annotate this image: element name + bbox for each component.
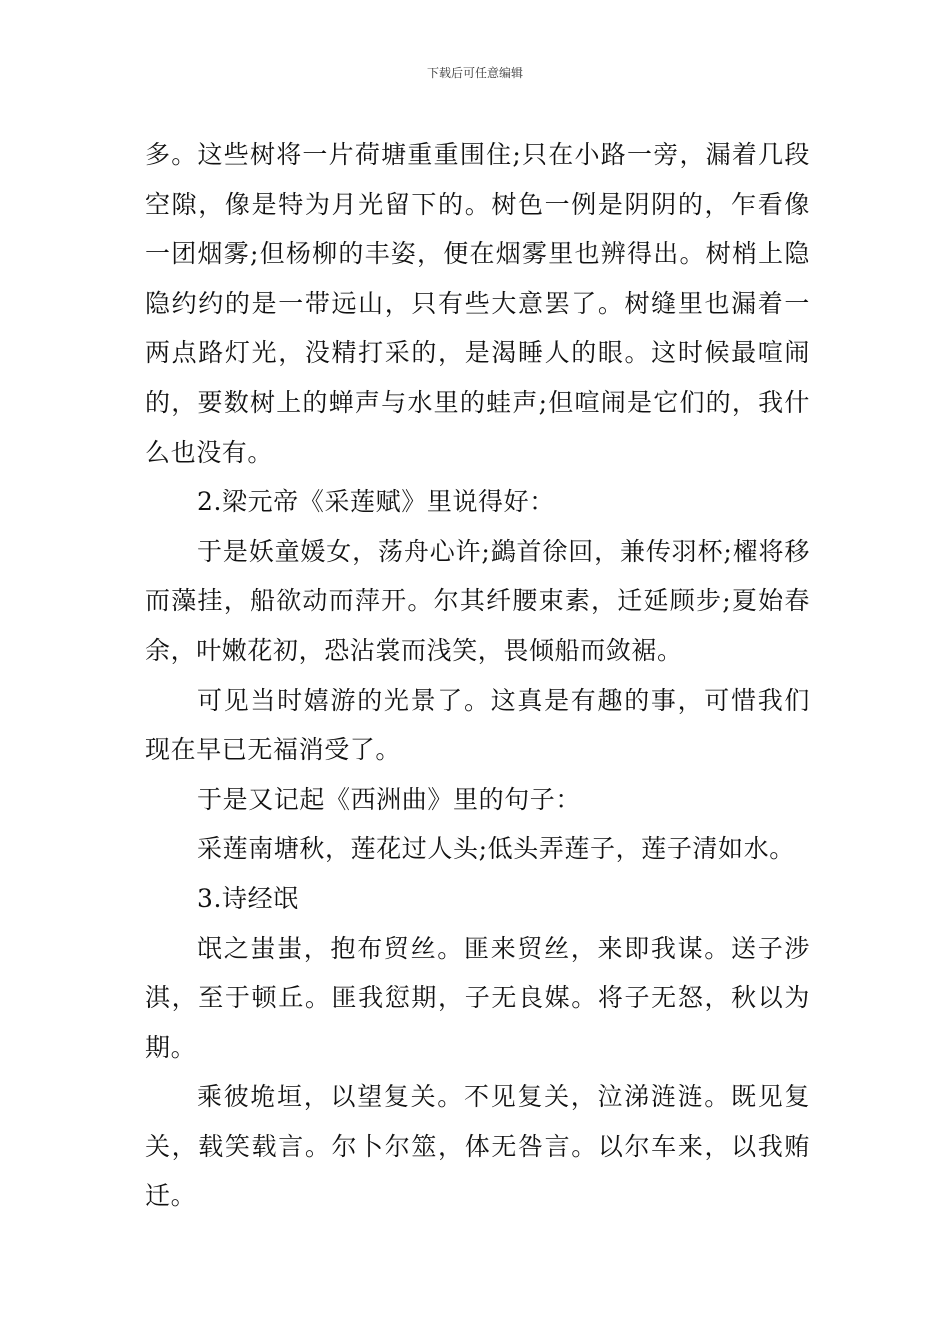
- paragraph-cailian-fu: 于是妖童媛女，荡舟心许;鷁首徐回，兼传羽杯;櫂将移而藻挂，船欲动而萍开。尔其纤腰束素，迁延顾步;夏始春余，叶嫩花初，恐沾裳而浅笑，畏倾船而敛裾。: [145, 536, 810, 665]
- paragraph-section-2-heading: 2.梁元帝《采莲赋》里说得好：: [197, 487, 555, 517]
- paragraph-xizhou-quote: 采莲南塘秋，莲花过人头;低头弄莲子，莲子清如水。: [197, 834, 795, 864]
- paragraph-commentary: 可见当时嬉游的光景了。这真是有趣的事，可惜我们现在早已无福消受了。: [145, 685, 810, 765]
- paragraph-moonlight-trees: 多。这些树将一片荷塘重重围住;只在小路一旁，漏着几段空隙，像是特为月光留下的。树色一例是阴阴的，乍看像一团烟雾;但杨柳的丰姿，便在烟雾里也辨得出。树梢上隐隐约约的是一带远山，只有些大意罢了。树缝里也漏着一两点路灯光，没精打采的，是渴睡人的眼。这时候最喧闹的，要数树上的蝉声与水里的蛙声;但喧闹是它们的，我什么也没有。: [145, 140, 810, 467]
- paragraph-meng-stanza-2: 乘彼垝垣，以望复关。不见复关，泣涕涟涟。既见复关，载笑载言。尔卜尔筮，体无咎言。以尔车来，以我贿迁。: [145, 1082, 810, 1211]
- page-header: 下载后可任意编辑: [426, 66, 523, 80]
- paragraph-xizhou-intro: 于是又记起《西洲曲》里的句子：: [197, 784, 582, 814]
- paragraph-meng-stanza-1: 氓之蚩蚩，抱布贸丝。匪来贸丝，来即我谋。送子涉淇，至于顿丘。匪我愆期，子无良媒。将子无怒，秋以为期。: [145, 933, 810, 1062]
- document-body: [145, 130, 810, 1221]
- paragraph-section-3-heading: 3.诗经氓: [197, 883, 299, 913]
